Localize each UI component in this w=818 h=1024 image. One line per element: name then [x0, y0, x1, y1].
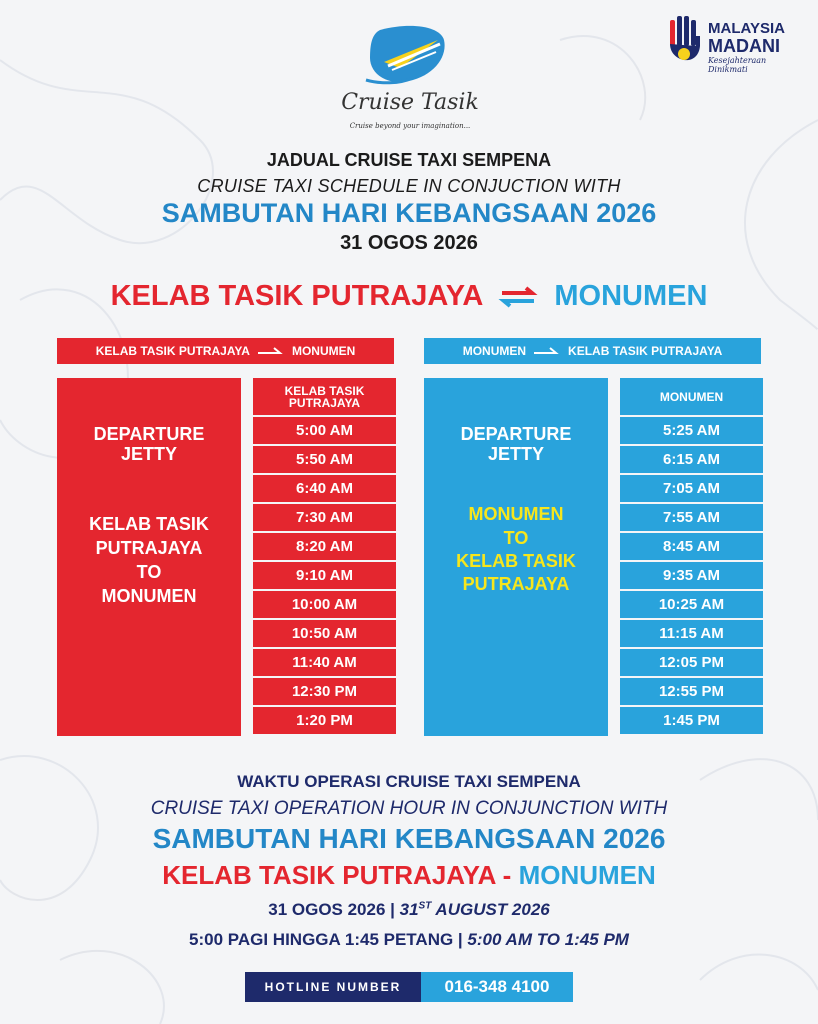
left-departure-label: DEPARTURE — [93, 424, 205, 444]
route-from: KELAB TASIK PUTRAJAYA — [110, 280, 483, 312]
madani-hand-icon — [668, 16, 704, 68]
departure-time: 12:05 PM — [620, 649, 763, 676]
left-header-to: MONUMEN — [291, 344, 356, 358]
madani-line1: MALAYSIA — [708, 20, 785, 37]
departure-time: 5:00 AM — [253, 417, 396, 444]
left-times-column — [253, 378, 396, 734]
departure-time: 6:15 AM — [620, 446, 763, 473]
departure-time: 10:25 AM — [620, 591, 763, 618]
left-times-header — [253, 378, 396, 415]
operation-event-title: SAMBUTAN HARI KEBANGSAAN 2026 — [152, 823, 666, 854]
departure-time: 10:00 AM — [253, 591, 396, 618]
arrow-right-icon — [258, 347, 284, 355]
right-route-line3: KELAB TASIK — [456, 551, 576, 571]
operation-date-en-sup: ST — [418, 900, 432, 912]
event-date: 31 OGOS 2026 — [340, 232, 478, 254]
operation-hours-english: 5:00 AM TO 1:45 PM — [467, 930, 629, 949]
operation-hours-malay: 5:00 PAGI HINGGA 1:45 PETANG | — [189, 930, 468, 949]
hotline-bar — [245, 972, 573, 1002]
operation-date-en-rest: AUGUST 2026 — [431, 900, 550, 919]
departure-time: 5:25 AM — [620, 417, 763, 444]
departure-time: 11:40 AM — [253, 649, 396, 676]
boat-icon — [340, 22, 480, 92]
logo-tagline: Cruise beyond your imagination... — [349, 122, 471, 130]
right-jetty-label: JETTY — [487, 444, 544, 464]
operation-date-malay: 31 OGOS 2026 | — [268, 900, 400, 919]
departure-time: 7:30 AM — [253, 504, 396, 531]
right-departure-label: DEPARTURE — [460, 424, 572, 444]
right-header-from: MONUMEN — [462, 344, 527, 358]
event-title: SAMBUTAN HARI KEBANGSAAN 2026 — [161, 198, 657, 228]
departure-time: 5:50 AM — [253, 446, 396, 473]
left-route-line3: TO — [136, 562, 162, 582]
left-route-line1: KELAB TASIK — [89, 514, 209, 534]
route-heading — [0, 280, 818, 313]
logo-text: Cruise Tasik — [341, 90, 479, 115]
schedule-title-malay: JADUAL CRUISE TAXI SEMPENA — [266, 150, 552, 170]
departure-time: 1:20 PM — [253, 707, 396, 734]
arrow-right-icon — [534, 347, 560, 355]
right-times-column — [620, 378, 763, 734]
left-col-head-line1: KELAB TASIK — [284, 383, 365, 398]
left-jetty-label: JETTY — [120, 444, 177, 464]
left-section-header — [57, 338, 394, 364]
schedule-title-english: CRUISE TAXI SCHEDULE IN CONJUCTION WITH — [197, 176, 621, 196]
right-times-header: MONUMEN — [620, 378, 763, 415]
operation-date-en-day: 31 — [399, 900, 419, 919]
cruise-tasik-logo — [340, 22, 480, 140]
operation-date — [0, 900, 818, 920]
right-info-box — [424, 378, 608, 736]
operation-route-from: KELAB TASIK PUTRAJAYA — [162, 860, 496, 890]
hotline-label: HOTLINE NUMBER — [245, 972, 421, 1002]
departure-time: 9:10 AM — [253, 562, 396, 589]
operation-hours — [0, 930, 818, 950]
departure-time: 1:45 PM — [620, 707, 763, 734]
madani-line2: MADANI — [708, 36, 780, 56]
departure-time: 11:15 AM — [620, 620, 763, 647]
right-route-line4: PUTRAJAYA — [462, 574, 570, 594]
madani-tagline: Kesejahteraan Dinikmati — [708, 56, 767, 74]
operation-route-to: MONUMEN — [518, 860, 656, 890]
swap-arrows-icon — [498, 286, 538, 308]
right-route-line2: TO — [503, 528, 529, 548]
left-route-line4: MONUMEN — [101, 586, 197, 606]
departure-time: 7:55 AM — [620, 504, 763, 531]
right-route-line1: MONUMEN — [468, 504, 564, 524]
operation-route — [0, 860, 818, 891]
left-col-head-line2: PUTRAJAYA — [288, 395, 361, 410]
right-header-to: KELAB TASIK PUTRAJAYA — [568, 344, 723, 358]
right-section-header — [424, 338, 761, 364]
operation-title-malay: WAKTU OPERASI CRUISE TAXI SEMPENA — [237, 772, 581, 791]
departure-time: 10:50 AM — [253, 620, 396, 647]
left-route-line2: PUTRAJAYA — [95, 538, 203, 558]
departure-time: 12:55 PM — [620, 678, 763, 705]
operation-title-english: CRUISE TAXI OPERATION HOUR IN CONJUNCTION WITH — [150, 798, 668, 819]
route-to: MONUMEN — [554, 280, 708, 312]
departure-time: 6:40 AM — [253, 475, 396, 502]
departure-time: 9:35 AM — [620, 562, 763, 589]
hotline-number[interactable]: 016-348 4100 — [421, 972, 573, 1002]
left-header-from: KELAB TASIK PUTRAJAYA — [95, 344, 250, 358]
operation-route-separator: - — [495, 860, 519, 890]
departure-time: 12:30 PM — [253, 678, 396, 705]
malaysia-madani-logo — [668, 14, 808, 74]
departure-time: 7:05 AM — [620, 475, 763, 502]
departure-time: 8:45 AM — [620, 533, 763, 560]
left-info-box — [57, 378, 241, 736]
departure-time: 8:20 AM — [253, 533, 396, 560]
